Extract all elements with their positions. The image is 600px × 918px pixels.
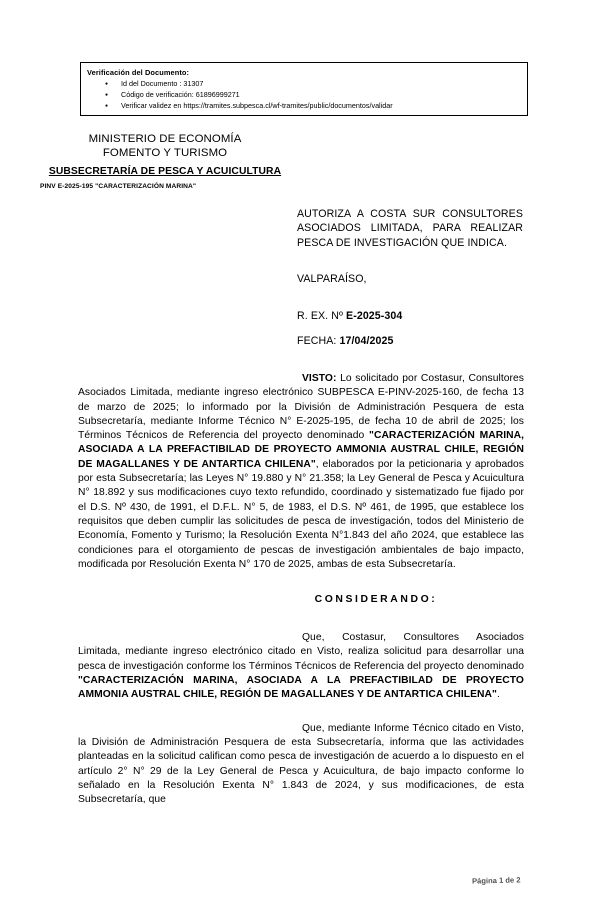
resolution-number: E-2025-304 [346, 309, 403, 322]
spacer-after-visto [78, 572, 524, 594]
project-code-label: PINV E-2025-195 "CARACTERIZACIÓN MARINA" [40, 183, 197, 190]
considerando-1-project-name: "CARACTERIZACIÓN MARINA, ASOCIADA A LA PREFACTIBILAD DE PROYECTO AMMONIA AUSTRAL CHILE, REGIÓN DE MAGALLANES Y DE ANTARTICA CHILENA" [78, 675, 524, 701]
date-label: FECHA: [297, 334, 340, 347]
visto-label: VISTO: [302, 373, 337, 384]
considerando-1-text-part-1: Que, Costasur, Consultores Asociados Limitada, mediante ingreso electrónico citado en Visto, realiza solicitud para desarrollar una pesca de investigación conforme los Términos Técnicos de Referencia del proyecto denominado [78, 632, 524, 672]
verification-list [87, 78, 523, 111]
verification-item-code: ● Código de verificación: 61896999271 [87, 89, 523, 100]
resolution-number-line [297, 309, 523, 323]
date-value: 17/04/2025 [339, 334, 394, 347]
visto-text-part-2: , elaborados por la peticionaria y aprobados por esta Subsecretaría; las Leyes N° 19.880 y N° 21.358; la Ley General de Pesca y Acuicultura N° 18.892 y sus modificaciones cuyo texto refundido, coordinado y sistematizado fue fijado por el D.S. Nº 430, de 1991, el D.F.L. N° 5, de 1983, el D.S. Nº 461, de 1995, que establece los requisitos que deben cumplir las solicitudes de pesca de investigación, todos del Ministerio de Economía, Fomento y Turismo; la Resolución Exenta N°1.843 del año 2024, que establece las condiciones para el otorgamiento de pescas de investigación ambientales de bajo impacto, modificada por Resolución Exenta N° 170 de 2025, ambas de esta Subsecretaría. [78, 458, 525, 570]
paragraph-considerando-1 [78, 631, 524, 702]
ministry-line-1: MINISTERIO DE ECONOMÍA [88, 133, 242, 145]
document-body [78, 372, 524, 807]
verification-item-url: ● Verificar validez en https://tramites.subpesca.cl/wf-tramites/public/documentos/validar [87, 100, 523, 111]
visto-project-name: "CARACTERIZACIÓN MARINA, ASOCIADA A LA PREFACTIBILAD DE PROYECTO AMMONIA AUSTRAL CHILE, REGIÓN DE MAGALLANES Y DE ANTARTICA CHILENA" [78, 430, 524, 470]
visto-text-part-1: Lo solicitado por Costasur, Consultores Asociados Limitada, mediante ingreso electrónico SUBPESCA E-PINV-2025-160, de fecha 13 de marzo de 2025; lo informado por la División de Administración Pesquera de esta Subsecretaría, mediante Informe Técnico N° E-2025-195, de fecha 10 de abril de 2025; los Términos Técnicos de Referencia del proyecto denominado [78, 373, 524, 442]
authorization-subject: AUTORIZA A COSTA SUR CONSULTORES ASOCIADOS LIMITADA, PARA REALIZAR PESCA DE INVESTIGACIÓN QUE INDICA. [297, 208, 523, 249]
considerando-heading: CONSIDERANDO: [314, 594, 438, 606]
resolution-date-line [297, 334, 523, 348]
considerando-1-text-part-2: . [496, 689, 500, 701]
ministry-line-2: FOMENTO Y TURISMO [102, 147, 228, 159]
letterhead [40, 132, 290, 190]
city-label: VALPARAÍSO, [297, 272, 367, 285]
paragraph-considerando-2 [78, 722, 524, 808]
spacer-between-considerandos [78, 703, 524, 722]
page-number-stamp: Página 1 de 2 [471, 875, 521, 886]
resolution-label: R. EX. Nº [297, 309, 347, 322]
spacer-after-considerando [78, 605, 524, 631]
subsecretaria-title: SUBSECRETARÍA DE PESCA Y ACUICULTURA [48, 166, 282, 177]
considerando-2-text: Que, mediante Informe Técnico citado en Visto, la División de Administración Pesquera de esta Subsecretaría, informa que las actividades planteadas en la solicitud califican como pesca de investigación de acuerdo a lo dispuesto en el artículo 2° N° 29 de la Ley General de Pesca y Acuicultura, de bajo impacto conforme lo señalado en la Resolución Exenta N° 1.843 de 2024, y sus modificaciones, de esta Subsecretaría, que [78, 722, 524, 806]
paragraph-visto [78, 372, 524, 572]
resolution-header-block [297, 207, 523, 348]
verification-item-document-id: ● Id del Documento : 31307 [87, 78, 523, 89]
verification-box [80, 62, 528, 116]
verification-title: Verificación del Documento: [87, 68, 190, 77]
